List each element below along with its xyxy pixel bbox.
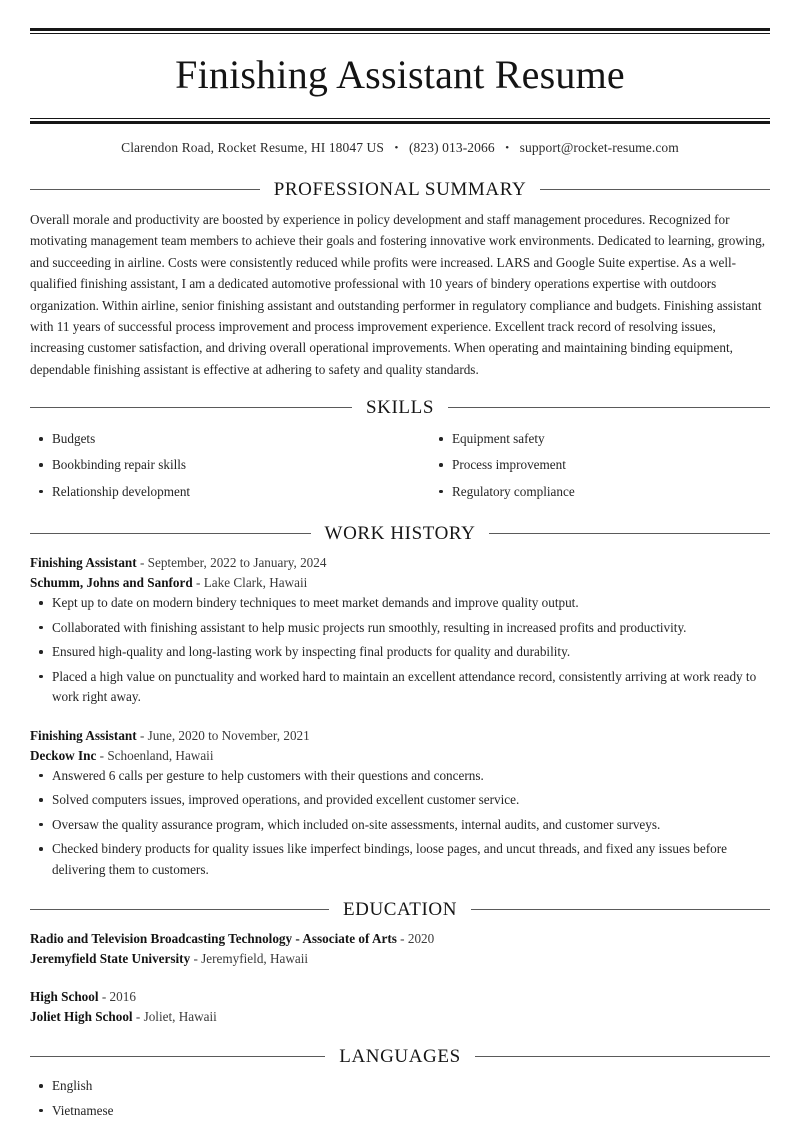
skills-columns (30, 427, 770, 508)
heading-rule-left (30, 533, 311, 534)
list-item: Vietnamese (30, 1101, 770, 1121)
education-school-line (30, 1007, 770, 1027)
heading-rule-right (471, 909, 770, 910)
contact-separator-1: • (394, 142, 399, 154)
section-work-history (30, 524, 770, 880)
contact-phone: (823) 013-2066 (408, 140, 495, 155)
list-item: Budgets (30, 429, 400, 449)
school-location: Joliet, Hawaii (143, 1009, 217, 1025)
list-item: Kept up to date on modern bindery techniques to meet market demands and improve quality output. (30, 593, 770, 613)
degree-year: 2016 (109, 989, 136, 1005)
section-heading-work-history (30, 524, 770, 543)
work-entry-company-line (30, 573, 770, 593)
education-entry (30, 929, 770, 969)
skills-list-left (30, 429, 400, 502)
education-entry (30, 987, 770, 1027)
section-heading-professional-summary (30, 180, 770, 199)
work-entry (30, 553, 770, 707)
work-entry-company-line (30, 746, 770, 766)
list-item: Oversaw the quality assurance program, which included on-site assessments, internal audits, and customer surveys. (30, 815, 770, 835)
contact-line (30, 124, 770, 156)
job-dates: June, 2020 to November, 2021 (147, 727, 310, 743)
section-skills (30, 398, 770, 508)
resume-header (30, 0, 770, 156)
section-languages (30, 1047, 770, 1121)
skills-column-right (400, 429, 770, 508)
languages-list (30, 1076, 770, 1121)
job-title: Finishing Assistant (30, 555, 137, 571)
list-item: Collaborated with finishing assistant to help music projects run smoothly, resulting in increased profits and productivity. (30, 618, 770, 638)
work-entry-title-line (30, 553, 770, 573)
separator: - (193, 951, 198, 967)
section-title-text: SKILLS (366, 397, 434, 418)
section-title-text: LANGUAGES (339, 1046, 461, 1068)
section-professional-summary (30, 180, 770, 380)
list-item: Bookbinding repair skills (30, 455, 400, 475)
heading-rule-left (30, 407, 352, 408)
contact-address: Clarendon Road, Rocket Resume, HI 18047 US (121, 140, 385, 155)
list-item: Ensured high-quality and long-lasting work by inspecting final products for quality and durability. (30, 642, 770, 662)
list-item: English (30, 1076, 770, 1096)
list-item: Solved computers issues, improved operations, and provided excellent customer service. (30, 790, 770, 810)
work-entry-bullets (30, 766, 770, 880)
list-item: Relationship development (30, 482, 400, 502)
separator: - (196, 575, 201, 591)
degree-name: High School (30, 989, 99, 1005)
company-name: Deckow Inc (30, 747, 97, 763)
page-title: Finishing Assistant Resume (175, 52, 625, 97)
section-title-text: WORK HISTORY (324, 523, 476, 545)
heading-rule-left (30, 1056, 325, 1057)
heading-rule-right (540, 189, 770, 190)
work-entry (30, 726, 770, 880)
contact-email: support@rocket-resume.com (519, 140, 679, 155)
job-title: Finishing Assistant (30, 727, 137, 743)
list-item: Checked bindery products for quality issues like imperfect bindings, loose pages, and uncut threads, and fixed any issues before delivering them to customers. (30, 839, 770, 880)
work-entry-title-line (30, 726, 770, 746)
separator: - (139, 727, 145, 743)
section-heading-languages (30, 1047, 770, 1066)
separator: - (101, 989, 107, 1005)
list-item: Placed a high value on punctuality and worked hard to maintain an excellent attendance record, consistently arriving at work ready to work right away. (30, 667, 770, 708)
section-heading-skills (30, 398, 770, 417)
separator: - (99, 747, 105, 763)
section-heading-education (30, 900, 770, 919)
list-item: Equipment safety (430, 429, 770, 449)
list-item: Process improvement (430, 455, 770, 475)
job-location: Schoenland, Hawaii (107, 747, 214, 763)
degree-year: 2020 (407, 931, 435, 947)
education-degree-line (30, 929, 770, 949)
skills-column-left (30, 429, 400, 508)
education-degree-line (30, 987, 770, 1007)
separator: - (139, 555, 145, 571)
section-title-text: PROFESSIONAL SUMMARY (273, 179, 527, 200)
contact-separator-2: • (505, 142, 510, 154)
heading-rule-right (448, 407, 770, 408)
summary-paragraph: Overall morale and productivity are boosted by experience in policy development and staff management procedures. Recognized for motivating management team members to achieve their goals and fostering innovative work environments. Dedicated to learning, growing, and succeeding in airline. Costs were consistently reduced while profits were increased. LARS and Google Suite expertise. As a well-qualified finishing assistant, I am a dedicated automotive professional with 10 years of bindery operations expertise with outdoors organization. Within airline, senior finishing assistant and outstanding performer in regulatory compliance and budgets. Finishing assistant with 11 years of successful process improvement and process improvement experience. Excellent track record of resolving issues, increasing customer satisfaction, and driving overall operational improvements. When operating and maintaining binding equipment, dependable finishing assistant is effective at adhering to safety and quality standards. (30, 212, 765, 377)
school-name: Joliet High School (30, 1009, 133, 1025)
degree-name: Radio and Television Broadcasting Technology - Associate of Arts (30, 931, 397, 947)
job-location: Lake Clark, Hawaii (203, 575, 308, 591)
separator: - (135, 1009, 141, 1025)
job-dates: September, 2022 to January, 2024 (147, 555, 327, 571)
list-item: Regulatory compliance (430, 482, 770, 502)
company-name: Schumm, Johns and Sanford (30, 575, 193, 591)
section-title-text: EDUCATION (342, 899, 458, 921)
heading-rule-left (30, 189, 260, 190)
section-education (30, 900, 770, 1027)
school-location: Jeremyfield, Hawaii (201, 951, 309, 967)
education-school-line (30, 949, 770, 969)
work-entry-bullets (30, 593, 770, 707)
list-item: Answered 6 calls per gesture to help customers with their questions and concerns. (30, 766, 770, 786)
heading-rule-left (30, 909, 329, 910)
school-name: Jeremyfield State University (30, 951, 191, 967)
skills-list-right (430, 429, 770, 502)
separator: - (400, 931, 405, 947)
heading-rule-right (475, 1056, 770, 1057)
heading-rule-right (489, 533, 770, 534)
